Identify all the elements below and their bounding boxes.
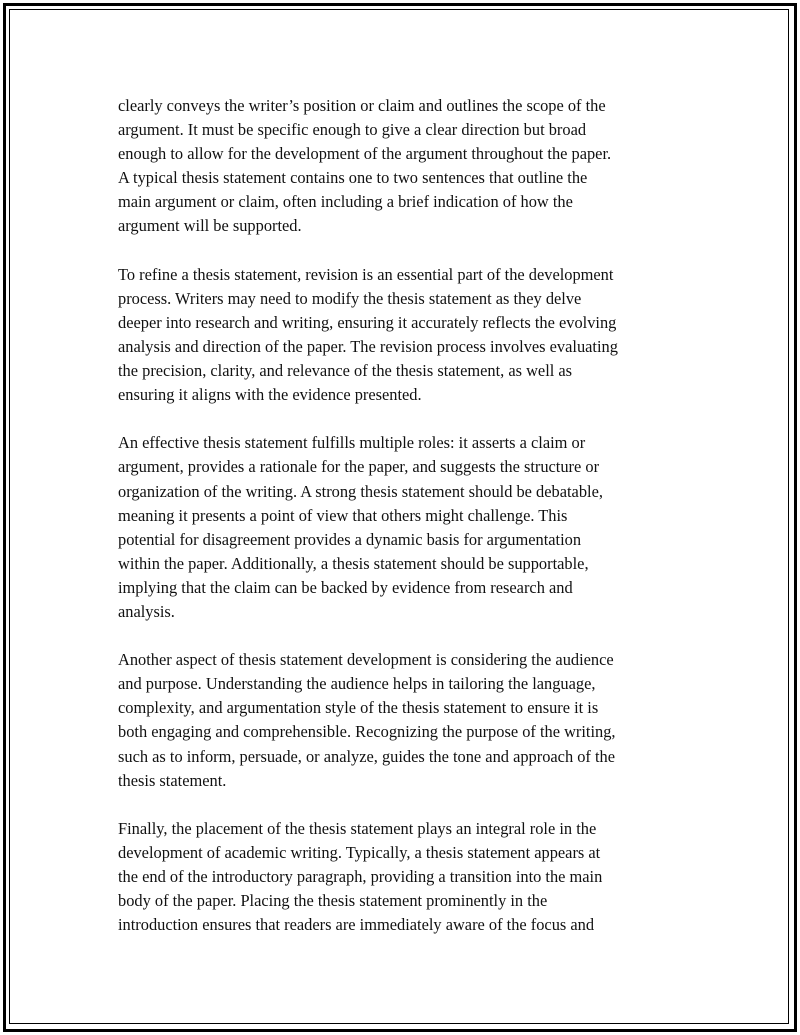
- text-line: implying that the claim can be backed by evidence from research and: [118, 577, 573, 597]
- text-line: ensuring it aligns with the evidence presented.: [118, 385, 422, 405]
- paragraph-4: [118, 648, 688, 793]
- text-line: process. Writers may need to modify the thesis statement as they delve: [118, 288, 582, 308]
- text-line: An effective thesis statement fulfills multiple roles: it asserts a claim or: [118, 433, 586, 453]
- text-line: organization of the writing. A strong thesis statement should be debatable,: [118, 481, 603, 501]
- paragraph-3: [118, 431, 688, 624]
- text-line: complexity, and argumentation style of the thesis statement to ensure it is: [118, 698, 599, 718]
- text-line: analysis.: [118, 601, 175, 621]
- document-body: [118, 94, 688, 961]
- text-line: analysis and direction of the paper. The revision process involves evaluating: [118, 336, 618, 356]
- paragraph-2: [118, 263, 688, 408]
- text-line: argument. It must be specific enough to give a clear direction but broad: [118, 120, 587, 140]
- text-line: such as to inform, persuade, or analyze, guides the tone and approach of the: [118, 746, 616, 766]
- text-line: thesis statement.: [118, 770, 227, 790]
- text-line: both engaging and comprehensible. Recognizing the purpose of the writing,: [118, 722, 616, 742]
- text-line: Another aspect of thesis statement development is considering the audience: [118, 650, 614, 670]
- text-line: potential for disagreement provides a dynamic basis for argumentation: [118, 529, 582, 549]
- text-line: deeper into research and writing, ensuring it accurately reflects the evolving: [118, 312, 617, 332]
- text-line: introduction ensures that readers are immediately aware of the focus and: [118, 915, 595, 935]
- text-line: enough to allow for the development of the argument throughout the paper.: [118, 144, 612, 164]
- text-line: body of the paper. Placing the thesis statement prominently in the: [118, 891, 548, 911]
- text-line: A typical thesis statement contains one to two sentences that outline the: [118, 168, 588, 188]
- text-line: meaning it presents a point of view that others might challenge. This: [118, 505, 568, 525]
- text-line: development of academic writing. Typically, a thesis statement appears at: [118, 842, 601, 862]
- paragraph-1: [118, 94, 688, 239]
- text-line: within the paper. Additionally, a thesis statement should be supportable,: [118, 553, 589, 573]
- text-line: main argument or claim, often including a brief indication of how the: [118, 192, 573, 212]
- text-line: argument, provides a rationale for the paper, and suggests the structure or: [118, 457, 600, 477]
- text-line: the precision, clarity, and relevance of the thesis statement, as well as: [118, 361, 573, 381]
- paragraph-5: [118, 817, 688, 937]
- text-line: argument will be supported.: [118, 216, 302, 236]
- text-line: clearly conveys the writer’s position or claim and outlines the scope of the: [118, 96, 606, 115]
- text-line: To refine a thesis statement, revision is an essential part of the development: [118, 264, 614, 284]
- text-line: the end of the introductory paragraph, providing a transition into the main: [118, 867, 603, 886]
- text-line: and purpose. Understanding the audience helps in tailoring the language,: [118, 674, 596, 694]
- text-line: Finally, the placement of the thesis statement plays an integral role in the: [118, 818, 597, 838]
